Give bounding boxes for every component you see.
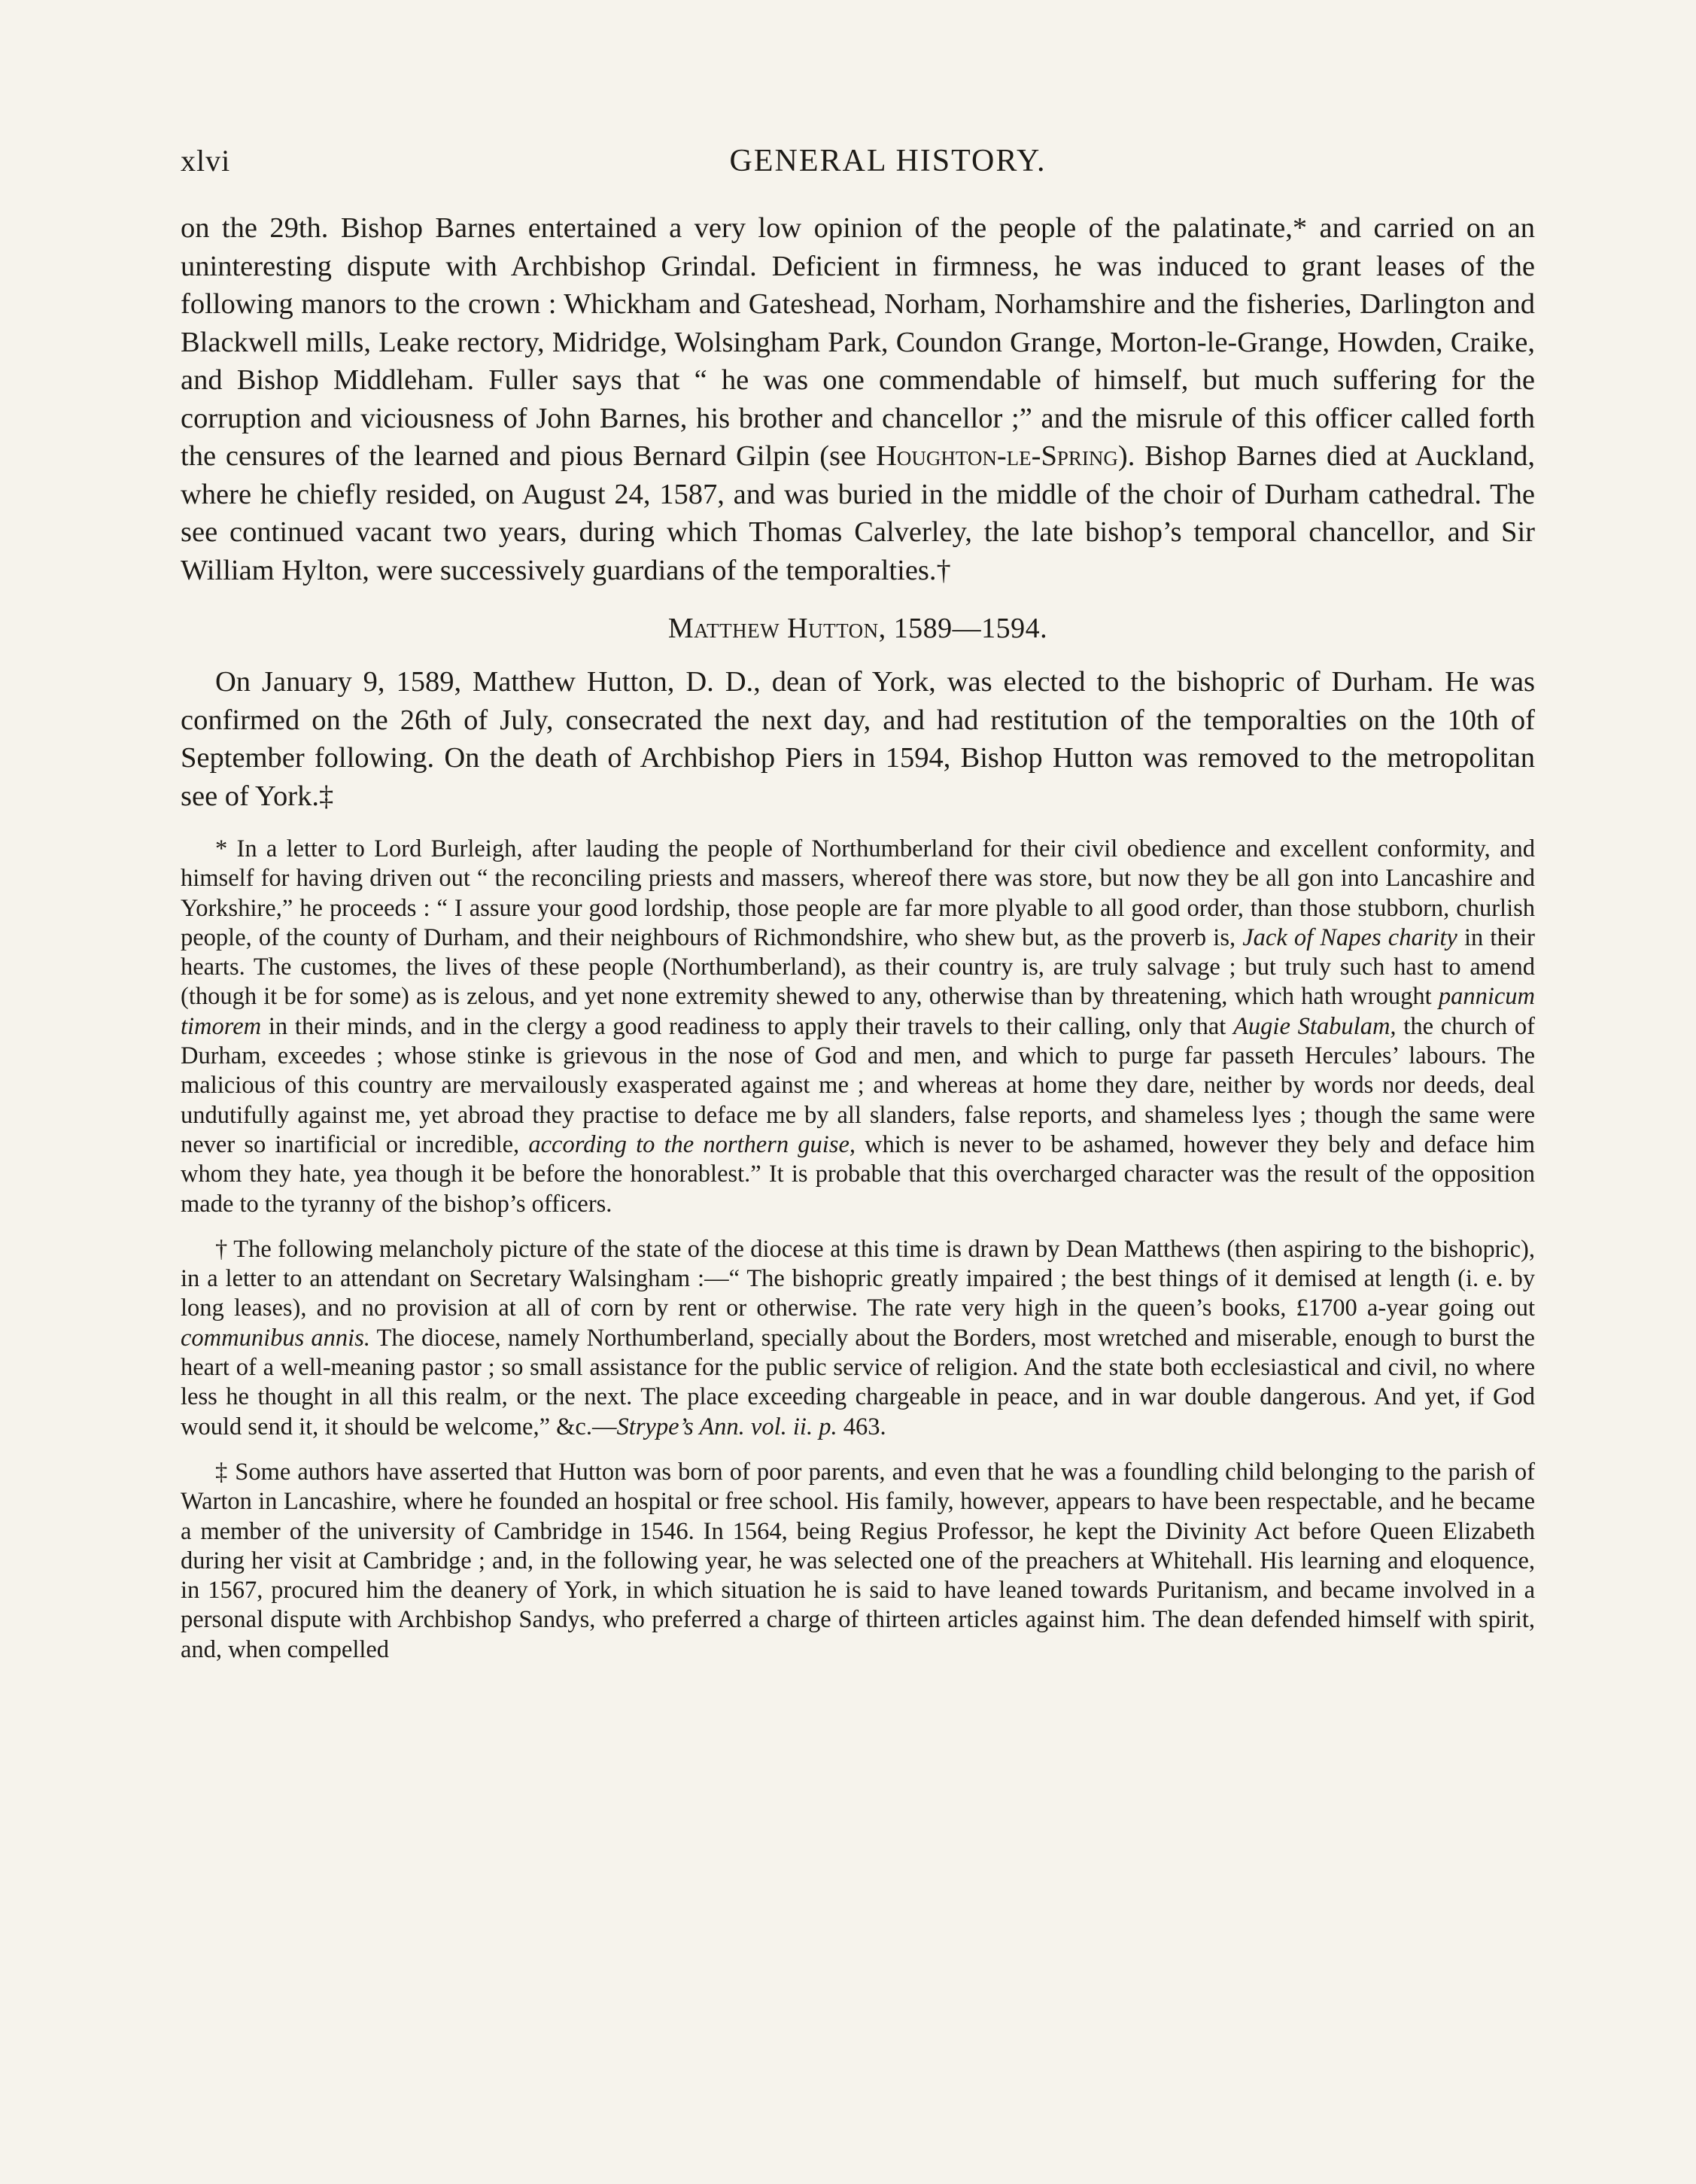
footnote-asterisk-text-1: * In a letter to Lord Burleigh, after lauding the people of Northumberland for their civil obedience and excellent conformity, and himself for having driven out “ the reconciling priests and massers, whereof there was store, but now they be all gon into Lancashire and Yorkshire,” he proceeds : “ I assure your good lordship, those people are far more plyable to all good order, than those stubborn, churlish people, of the county of Durham, and their neighbours of Richmondshire, who shew but, as the proverb is, bbox=[181, 835, 1535, 951]
section-heading-hutton bbox=[181, 612, 1535, 645]
page-number: xlvi bbox=[181, 144, 231, 178]
footnote-double-dagger: ‡ Some authors have asserted that Hutton was born of poor parents, and even that he was a foundling child belonging to the parish of Warton in Lancashire, where he founded an hospital or free school. His family, however, appears to have been respectable, and he became a member of the university of Cambridge in 1546. In 1564, being Regius Professor, he kept the Divinity Act before Queen Elizabeth during her visit at Cambridge ; and, in the following year, he was selected one of the preachers at Whitehall. His learning and eloquence, in 1567, procured him the deanery of York, in which situation he is said to have leaned towards Puritanism, and became involved in a personal dispute with Archbishop Sandys, who preferred a charge of thirteen articles against him. The dean defended himself with spirit, and, when compelled bbox=[181, 1458, 1535, 1663]
paragraph-barnes-text-1: on the 29th. Bishop Barnes entertained a very low opinion of the people of the palatinate,* and carried on an uninteresting dispute with Archbishop Grindal. Deficient in firmness, he was induced to grant leases of the following manors to the crown : Whickham and Gateshead, Norham, Norhamshire and the fisheries, Darlington and Blackwell mills, Leake rectory, Midridge, Wolsingham Park, Coundon Grange, Morton-le-Grange, Howden, Craike, and Bishop Middleham. Fuller says that “ he was one commendable of himself, but much suffering for the corruption and viciousness of John Barnes, his brother and chancellor ;” and the misrule of this officer called forth the censures of the learned and pious Bernard Gilpin (see bbox=[181, 212, 1535, 472]
section-heading-name: Matthew Hutton bbox=[667, 613, 879, 644]
footnote-asterisk-text-3: in their minds, and in the clergy a good readiness to apply their travels to their calling, only that bbox=[261, 1012, 1234, 1040]
book-page bbox=[181, 135, 1535, 1681]
footnote-asterisk-text-4: the church of Durham, exceedes ; whose stinke is grievous in the nose of God and men, and which to purge far passeth Hercules’ labours. The malicious of this country are mervailously exasperated against me ; and whereas at home they dare, neither by words nor deeds, deal undutifully against me, yet abroad they practise to deface me by all slanders, false reports, and shameless lyes ; though the same were never so inartificial or incredible, bbox=[181, 1012, 1536, 1158]
running-title: GENERAL HISTORY. bbox=[729, 144, 1047, 178]
footnote-asterisk-italic-2: pannicum timorem bbox=[181, 983, 1535, 1040]
footnote-dagger-italic-1: communibus annis. bbox=[181, 1324, 370, 1352]
footnote-asterisk-text-2: in their hearts. The customes, the lives of these people (Northumberland), as their country is, are truly salvage ; but truly such hast to amend (though it be for some) as is zelous, and yet none extremity shewed to any, otherwise than by threatening, which hath wrought bbox=[181, 923, 1535, 1011]
footnote-dagger-italic-2: Strype’s Ann. vol. ii. p. bbox=[616, 1413, 837, 1440]
footnote-dagger-text-3: 463. bbox=[837, 1413, 886, 1440]
paragraph-barnes-text-2: ). Bishop Barnes died at Auckland, where he chiefly resided, on August 24, 1587, and was buried in the middle of the choir of Durham cathedral. The see continued vacant two years, during which Thomas Calverley, the late bishop’s temporal chancellor, and Sir William Hylton, were successively guardians of the temporalties.† bbox=[181, 440, 1535, 586]
section-heading-dates: , 1589—1594. bbox=[878, 613, 1048, 644]
footnote-asterisk-text-5: which is never to be ashamed, however they bely and deface him whom they hate, yea though it be before the honorablest.” It is probable that this overcharged character was the result of the opposition made to the tyranny of the bishop’s officers. bbox=[181, 1130, 1535, 1218]
footnote-dagger bbox=[181, 1235, 1535, 1442]
paragraph-hutton: On January 9, 1589, Matthew Hutton, D. D., dean of York, was elected to the bishopric of Durham. He was confirmed on the 26th of July, consecrated the next day, and had restitution of the temporalties on the 10th of September following. On the death of Archbishop Piers in 1594, Bishop Hutton was removed to the metropolitan see of York.‡ bbox=[181, 666, 1535, 812]
footnote-asterisk-italic-1: Jack of Napes charity bbox=[1242, 923, 1457, 951]
footnote-dagger-text-2: The diocese, namely Northumberland, specially about the Borders, most wretched and miserable, enough to burst the heart of a well-meaning pastor ; so small assistance for the public service of religion. And the state both ecclesiastical and civil, no where less he thought in all this realm, or the next. The place exceeding chargeable in peace, and in war double dangerous. And yet, if God would send it, it should be welcome,” &c.— bbox=[181, 1324, 1535, 1440]
running-head bbox=[181, 135, 1535, 188]
footnote-dagger-text-1: † The following melancholy picture of the state of the diocese at this time is drawn by Dean Matthews (then aspiring to the bishopric), in a letter to an attendant on Secretary Walsingham :—“ The bishopric greatly impaired ; the best things of it demised at length (i. e. by long leases), and no provision at all of corn by rent or otherwise. The rate very high in the queen’s books, £1700 a-year going out bbox=[181, 1235, 1535, 1322]
footnotes bbox=[181, 835, 1535, 1665]
footnote-asterisk bbox=[181, 835, 1535, 1219]
cross-reference-houghton: Houghton-le-Spring bbox=[876, 440, 1118, 472]
footnote-asterisk-italic-4: according to the northern guise, bbox=[528, 1130, 856, 1158]
paragraph-barnes bbox=[181, 209, 1535, 589]
footnote-asterisk-italic-3: Augie Stabulam, bbox=[1233, 1012, 1397, 1040]
